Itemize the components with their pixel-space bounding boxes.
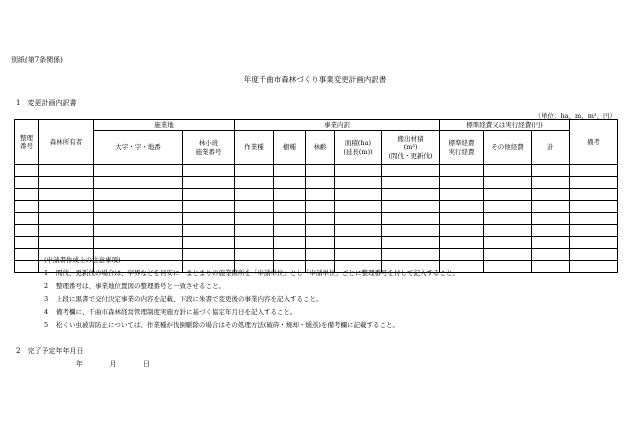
table-cell — [570, 177, 618, 189]
table-cell — [274, 213, 306, 225]
table-cell — [532, 189, 570, 201]
table-cell — [306, 237, 335, 249]
header-age: 林齢 — [306, 131, 335, 165]
note-number: 5 — [44, 321, 49, 329]
header-work-type: 作業種 — [235, 131, 274, 165]
header-group-content: 事業内訳 — [235, 120, 440, 131]
table-cell — [15, 201, 39, 213]
header-forest-owner: 森林所有者 — [39, 120, 94, 165]
table-cell — [335, 165, 382, 177]
table-cell — [39, 237, 94, 249]
table-cell — [335, 225, 382, 237]
table-cell — [382, 201, 440, 213]
table-cell — [39, 213, 94, 225]
table-cell — [235, 237, 274, 249]
form-label: 別紙(第7条関係) — [11, 56, 63, 64]
section-2-heading: 2 完了予定年年月日 — [16, 347, 84, 355]
table-cell — [532, 213, 570, 225]
table-cell — [335, 189, 382, 201]
table-cell — [39, 177, 94, 189]
section-1-heading: 1 変更計画内訳書 — [16, 99, 77, 107]
table-cell — [274, 237, 306, 249]
table-row — [15, 237, 618, 249]
table-cell — [183, 165, 235, 177]
table-row — [15, 201, 618, 213]
table-cell — [235, 213, 274, 225]
note-text: 上段に黒書で交付決定事業の内容を記載、下段に朱書で変更後の事業内容を記入すること。 — [56, 295, 323, 303]
table-cell — [335, 201, 382, 213]
table-cell — [335, 177, 382, 189]
table-row — [15, 213, 618, 225]
table-row — [15, 225, 618, 237]
table-cell — [306, 165, 335, 177]
table-cell — [274, 189, 306, 201]
table-cell — [15, 213, 39, 225]
table-cell — [532, 249, 570, 261]
table-cell — [94, 177, 183, 189]
table-cell — [484, 177, 532, 189]
header-other-cost: その他経費 — [484, 131, 532, 165]
table-cell — [532, 165, 570, 177]
table-cell — [274, 177, 306, 189]
table-cell — [39, 189, 94, 201]
header-address: 大字・字・地番 — [94, 131, 183, 165]
notes-block — [44, 254, 459, 332]
table-cell — [15, 177, 39, 189]
table-row — [15, 165, 618, 177]
table-cell — [306, 213, 335, 225]
table-cell — [94, 225, 183, 237]
table-cell — [335, 213, 382, 225]
note-text: 備考欄に、千曲市森林経営管理制度実施方針に基づく協定年月日を記入すること。 — [56, 308, 297, 316]
table-cell — [183, 177, 235, 189]
table-cell — [484, 249, 532, 261]
table-cell — [15, 225, 39, 237]
table-cell — [532, 237, 570, 249]
table-cell — [440, 225, 484, 237]
date-year: 年 — [76, 360, 83, 368]
table-cell — [39, 165, 94, 177]
table-cell — [235, 177, 274, 189]
header-group-cost: 標準経費又は実行経費(円) — [440, 120, 570, 131]
table-cell — [484, 237, 532, 249]
table-cell — [235, 189, 274, 201]
table-cell — [15, 249, 39, 261]
table-cell — [94, 213, 183, 225]
note-number: 2 — [44, 282, 49, 290]
note-number: 4 — [44, 308, 49, 316]
header-area: 面積(ha) (延長(m)) — [335, 131, 382, 165]
table-cell — [570, 225, 618, 237]
table-cell — [94, 189, 183, 201]
header-standard-cost: 標準経費 実行経費 — [440, 131, 484, 165]
table-cell — [382, 177, 440, 189]
table-cell — [440, 165, 484, 177]
table-cell — [532, 261, 570, 273]
table-cell — [382, 189, 440, 201]
note-text: 整理番号は、事業地位置図の整理番号と一致させること。 — [56, 282, 225, 290]
table-cell — [15, 237, 39, 249]
table-cell — [484, 201, 532, 213]
header-remarks: 備考 — [570, 120, 618, 165]
note-item — [44, 319, 459, 332]
notes-list — [44, 267, 459, 332]
table-cell — [484, 213, 532, 225]
header-compartment: 林小班 施業番号 — [183, 131, 235, 165]
note-item — [44, 293, 459, 306]
plan-breakdown-table — [14, 119, 618, 273]
table-cell — [440, 201, 484, 213]
table-cell — [382, 225, 440, 237]
table-cell — [570, 261, 618, 273]
table-cell — [440, 177, 484, 189]
note-item — [44, 280, 459, 293]
table-cell — [382, 165, 440, 177]
table-cell — [235, 225, 274, 237]
date-day: 日 — [142, 360, 150, 368]
table-cell — [15, 261, 39, 273]
table-cell — [440, 189, 484, 201]
table-cell — [94, 237, 183, 249]
table-cell — [39, 201, 94, 213]
note-number: 3 — [44, 295, 49, 303]
note-item — [44, 267, 459, 280]
table-cell — [306, 201, 335, 213]
table-cell — [15, 165, 39, 177]
table-cell — [570, 165, 618, 177]
date-month: 月 — [109, 360, 117, 368]
table-cell — [484, 225, 532, 237]
table-cell — [570, 213, 618, 225]
table-cell — [570, 189, 618, 201]
table-cell — [274, 225, 306, 237]
table-cell — [532, 201, 570, 213]
table-cell — [382, 237, 440, 249]
table-cell — [532, 177, 570, 189]
table-cell — [183, 225, 235, 237]
table-cell — [570, 201, 618, 213]
table-row — [15, 177, 618, 189]
table-cell — [15, 189, 39, 201]
table-cell — [183, 237, 235, 249]
table-cell — [570, 249, 618, 261]
notes-heading: (申請書作成上の注意事項) — [44, 256, 121, 264]
table-cell — [183, 213, 235, 225]
table-cell — [235, 201, 274, 213]
table-cell — [382, 213, 440, 225]
header-serial-number: 整理 番号 — [15, 120, 39, 165]
table-cell — [183, 201, 235, 213]
table-cell — [440, 213, 484, 225]
table-cell — [484, 189, 532, 201]
table-cell — [94, 201, 183, 213]
note-text: 松くい虫被害防止については、作業種が伐倒駆除の場合はその処理方法(破砕・焼却・燻蒸)を備考欄に記載すること。 — [56, 321, 399, 329]
table-cell — [306, 225, 335, 237]
note-number: 1 — [44, 269, 49, 277]
table-cell — [484, 165, 532, 177]
table-cell — [532, 225, 570, 237]
table-cell — [235, 165, 274, 177]
table-cell — [274, 201, 306, 213]
table-cell — [94, 165, 183, 177]
header-group-site: 施業地 — [94, 120, 235, 131]
note-text: 間伐、更新伐の場合は、字界などを目安に一まとまりの施業箇所を「申請単位」とし「申請単位」ごとに整理番号を付して記入すること。 — [56, 269, 459, 277]
header-species: 樹種 — [274, 131, 306, 165]
table-cell — [335, 237, 382, 249]
note-item — [44, 306, 459, 319]
table-cell — [39, 225, 94, 237]
table-cell — [306, 189, 335, 201]
header-volume: 搬出材積 (m³) (間伐・更新伐) — [382, 131, 440, 165]
table-cell — [440, 237, 484, 249]
table-cell — [183, 189, 235, 201]
completion-date-line — [76, 359, 150, 369]
table-row — [15, 189, 618, 201]
unit-note: （単位：ha、m、m³、円） — [534, 112, 616, 120]
header-total: 計 — [532, 131, 570, 165]
document-title: 年度千曲市森林づくり事業変更計画内訳書 — [243, 75, 387, 84]
table-cell — [274, 165, 306, 177]
table-cell — [484, 261, 532, 273]
table-cell — [306, 177, 335, 189]
table-cell — [570, 237, 618, 249]
